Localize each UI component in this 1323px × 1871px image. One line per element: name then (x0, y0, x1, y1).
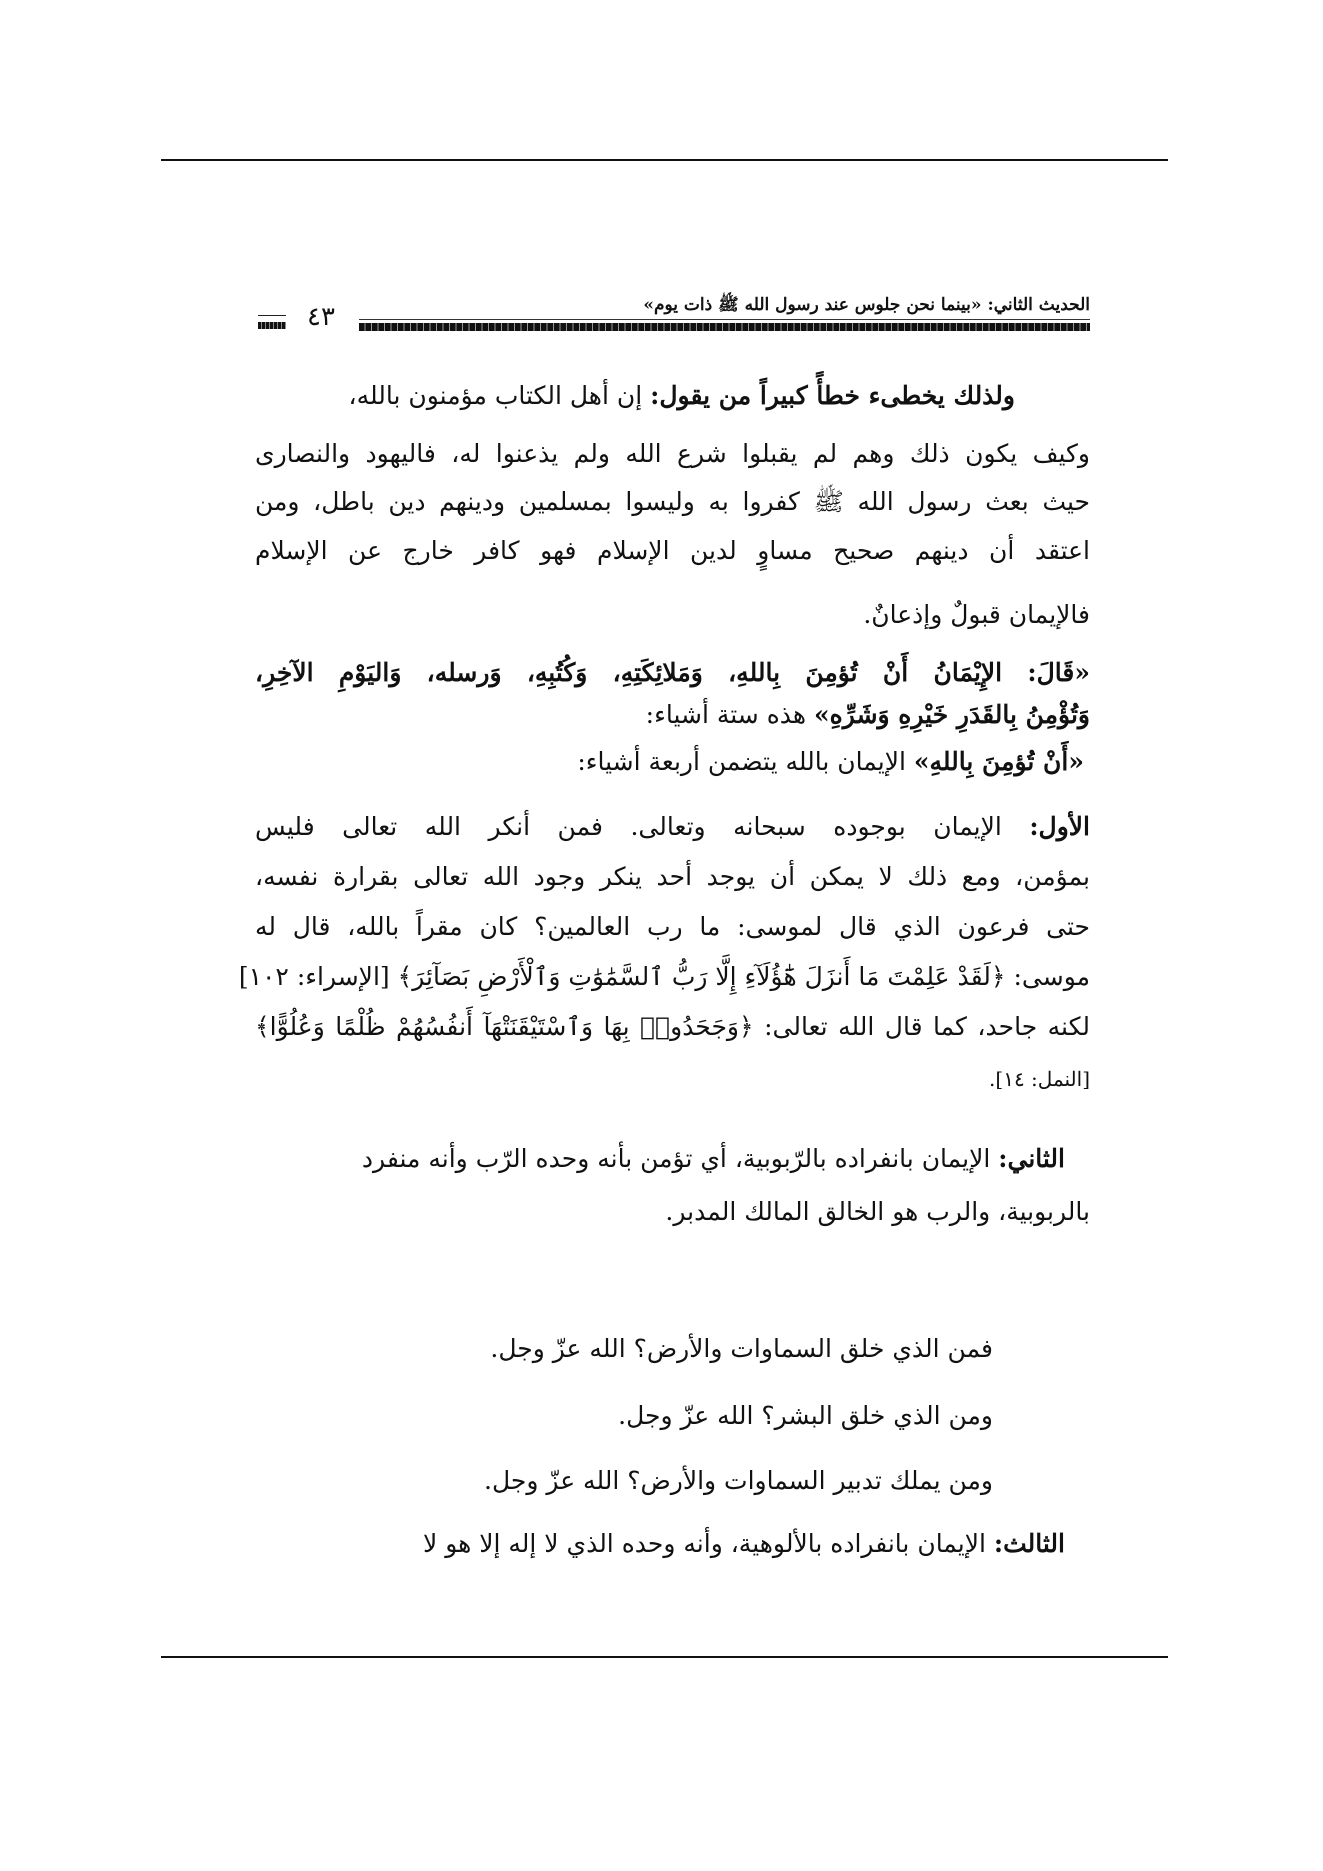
paragraph-line (423, 1520, 1065, 1568)
line-text: بالربوبية، والرب هو الخالق المالك المدبر. (665, 1197, 1090, 1226)
line-text: اعتقد أن دينهم صحيح مساوٍ لدين الإسلام فهو كافر خارج عن الإسلام (255, 536, 1090, 565)
line-text: الإيمان بوجوده سبحانه وتعالى. فمن أنكر الله تعالى فليس (255, 812, 1030, 841)
line-text: وكيف يكون ذلك وهم لم يقبلوا شرع الله ولم يذعنوا له، فاليهود والنصارى (255, 439, 1090, 468)
bold-lead: ولذلك يخطىء خطأً كبيراً من يقول: (650, 381, 1015, 410)
line-text: ومن الذي خلق البشر؟ الله عزّ وجل. (618, 1401, 993, 1430)
hadith-quote-line (646, 691, 1090, 739)
line-text: حيث بعث رسول الله ﷺ كفروا به وليسوا بمسلمين ودينهم دين باطل، ومن (255, 487, 1090, 516)
paragraph-line (863, 591, 1090, 639)
line-text: فالإيمان قبولٌ وإذعانٌ. (863, 600, 1090, 629)
paragraph-line (255, 430, 1090, 478)
header-thin-line (359, 319, 1090, 320)
hadith-quote-line (255, 649, 1090, 697)
line-text: لكنه جاحد، كما قال الله تعالى: ﴿وَجَحَدُوا۟ بِهَا وَٱسْتَيْقَنَتْهَآ أَنفُسُهُمْ ظُلْمًا وَعُلُوًّا﴾ (255, 1012, 1090, 1041)
bold-lead: الثالث: (993, 1529, 1065, 1558)
bold-lead: الأول: (1029, 812, 1090, 841)
line-text: [النمل: ١٤]. (989, 1067, 1090, 1091)
paragraph-line (577, 738, 1084, 786)
bold-lead: «قَالَ: الإِيْمَانُ أَنْ تُؤمِنَ بِاللهِ، وَمَلائِكَتِهِ، وَكُتُبِهِ، وَرسله، وَاليَوْمِ الآخِرِ، (255, 658, 1090, 687)
page-number-ornament-line (258, 315, 286, 316)
line-text: الإيمان بالله يتضمن أربعة أشياء: (577, 747, 914, 776)
line-text: بمؤمن، ومع ذلك لا يمكن أن يوجد أحد ينكر وجود الله تعالى بقرارة نفسه، (255, 862, 1090, 891)
header-decorative-bar (359, 323, 1090, 331)
line-text: فمن الذي خلق السماوات والأرض؟ الله عزّ وجل. (490, 1334, 993, 1363)
quran-verse-line (255, 1003, 1090, 1051)
bold-lead: الثاني: (998, 1144, 1065, 1173)
verse-reference (989, 1055, 1090, 1103)
question-line (484, 1457, 993, 1505)
paragraph-line (665, 1188, 1090, 1236)
quran-verse-line (238, 953, 1090, 1001)
page-number: ٤٣ (307, 302, 335, 332)
running-title: الحديث الثاني: «بينما نحن جلوس عند رسول الله ﷺ ذات يوم» (643, 295, 1090, 315)
line-text: ومن يملك تدبير السماوات والأرض؟ الله عزّ وجل. (484, 1466, 993, 1495)
line-text: إن أهل الكتاب مؤمنون بالله، (348, 381, 651, 410)
line-text: هذه ستة أشياء: (645, 700, 815, 729)
page-number-ornament (258, 322, 286, 329)
paragraph-line (255, 903, 1090, 951)
question-line (490, 1325, 993, 1373)
paragraph-line (349, 372, 1015, 420)
line-text: الإيمان بانفراده بالألوهية، وأنه وحده الذي لا إله إلا هو لا (422, 1529, 994, 1558)
paragraph-line (255, 478, 1090, 526)
paragraph-line (362, 1135, 1065, 1183)
paragraph-line (255, 803, 1090, 851)
top-rule (161, 159, 1168, 161)
line-text: حتى فرعون الذي قال لموسى: ما رب العالمين؟ كان مقراً بالله، قال له (255, 912, 1090, 941)
paragraph-line (255, 527, 1090, 575)
question-line (618, 1392, 993, 1440)
line-text: موسى: ﴿لَقَدْ عَلِمْتَ مَا أَنزَلَ هَٰٓؤُلَآءِ إِلَّا رَبُّ ٱلسَّمَٰوَٰتِ وَٱلْأَرْضِ بَصَآئِرَ﴾ [الإسراء: ١٠٢] (238, 962, 1090, 991)
bottom-rule (161, 1656, 1168, 1658)
paragraph-line (255, 853, 1090, 901)
bold-lead: وَتُؤْمِنُ بِالقَدَرِ خَيْرِهِ وَشَرِّهِ» (814, 700, 1090, 729)
bold-lead: «أَنْ تُؤمِنَ بِاللهِ» (913, 747, 1084, 776)
running-header (255, 292, 1090, 334)
line-text: الإيمان بانفراده بالرّبوبية، أي تؤمن بأنه وحده الرّب وأنه منفرد (361, 1144, 999, 1173)
